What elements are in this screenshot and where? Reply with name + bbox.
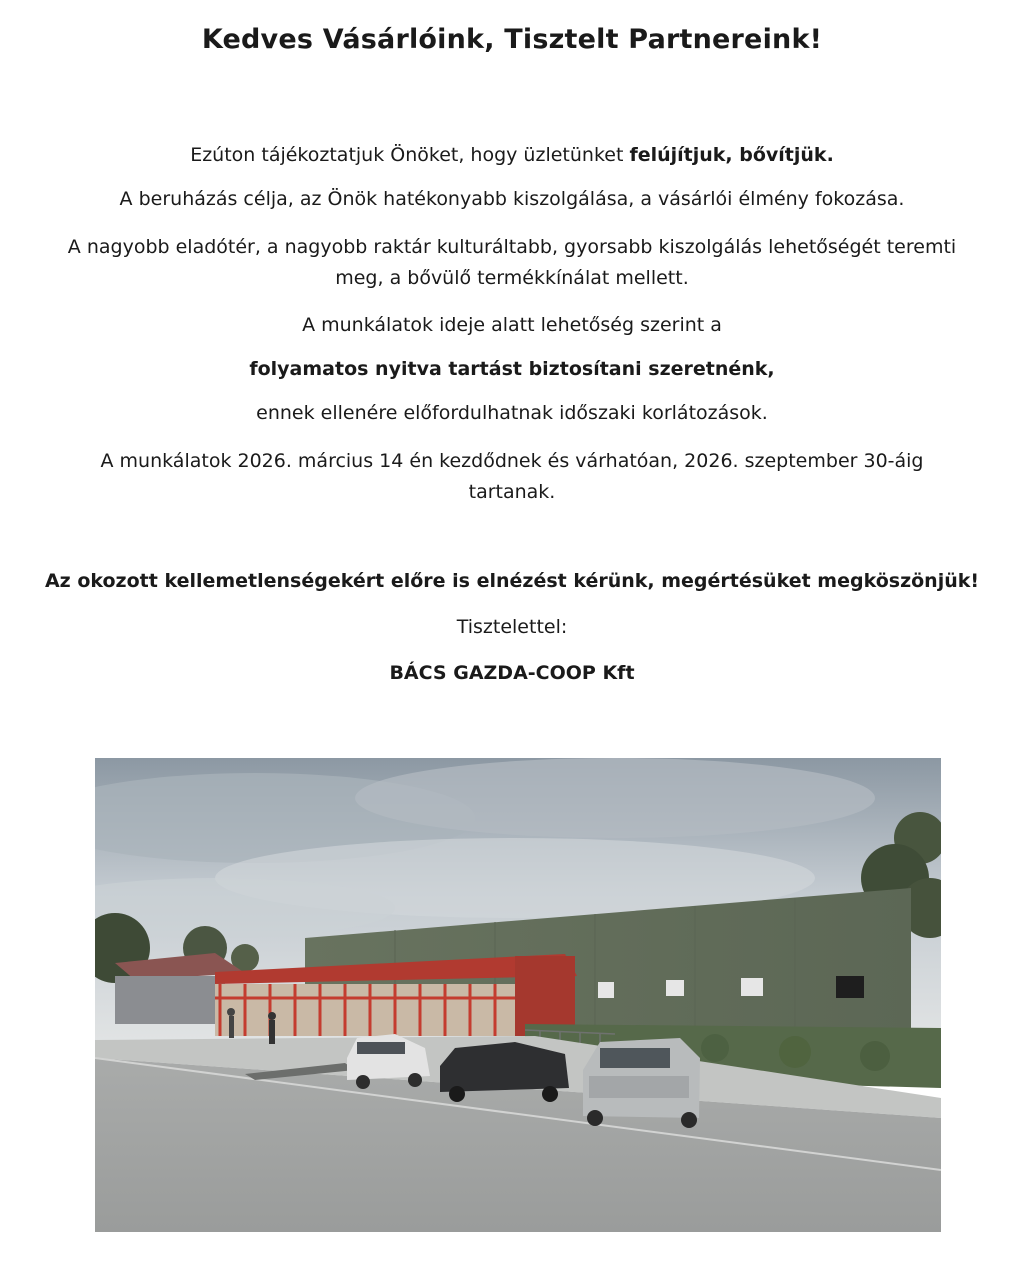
announcement-text: Ezúton tájékoztatjuk Önöket, hogy üzletünket [190, 144, 630, 166]
schedule-paragraph [40, 446, 984, 508]
company-signature: BÁCS GAZDA-COOP Kft [389, 662, 635, 684]
apology-text: Az okozott kellemetlenségekért előre is elnézést kérünk, megértésüket megköszönjük! [44, 570, 980, 592]
announcement-emphasis: felújítjuk, bővítjük. [629, 144, 834, 166]
renovation-announcement [40, 140, 984, 171]
opening-commitment: folyamatos nyitva tartást biztosítani szeretnénk, [249, 358, 775, 380]
investment-purpose: A beruházás célja, az Önök hatékonyabb kiszolgálása, a vásárlói élmény fokozása. [119, 188, 905, 210]
store-rendering-image [95, 758, 941, 1232]
schedule-line-1: A munkálatok 2026. március 14 én kezdődnek és várhatóan, 2026. szeptember 30-áig [100, 450, 924, 472]
closing-salutation: Tisztelettel: [456, 616, 568, 638]
benefits-line-2: meg, a bővülő termékkínálat mellett. [335, 267, 689, 289]
benefits-line-1: A nagyobb eladótér, a nagyobb raktár kulturáltabb, gyorsabb kiszolgálás lehetőségét teremti [67, 236, 957, 258]
car-silver [583, 1038, 700, 1128]
notice-title: Kedves Vásárlóink, Tisztelt Partnereink! [201, 24, 823, 55]
schedule-line-2: tartanak. [468, 481, 556, 503]
works-period-intro: A munkálatok ideje alatt lehetőség szerint a [302, 314, 722, 336]
benefits-paragraph [40, 232, 984, 294]
restrictions-notice: ennek ellenére előfordulhatnak időszaki korlátozások. [256, 402, 768, 424]
